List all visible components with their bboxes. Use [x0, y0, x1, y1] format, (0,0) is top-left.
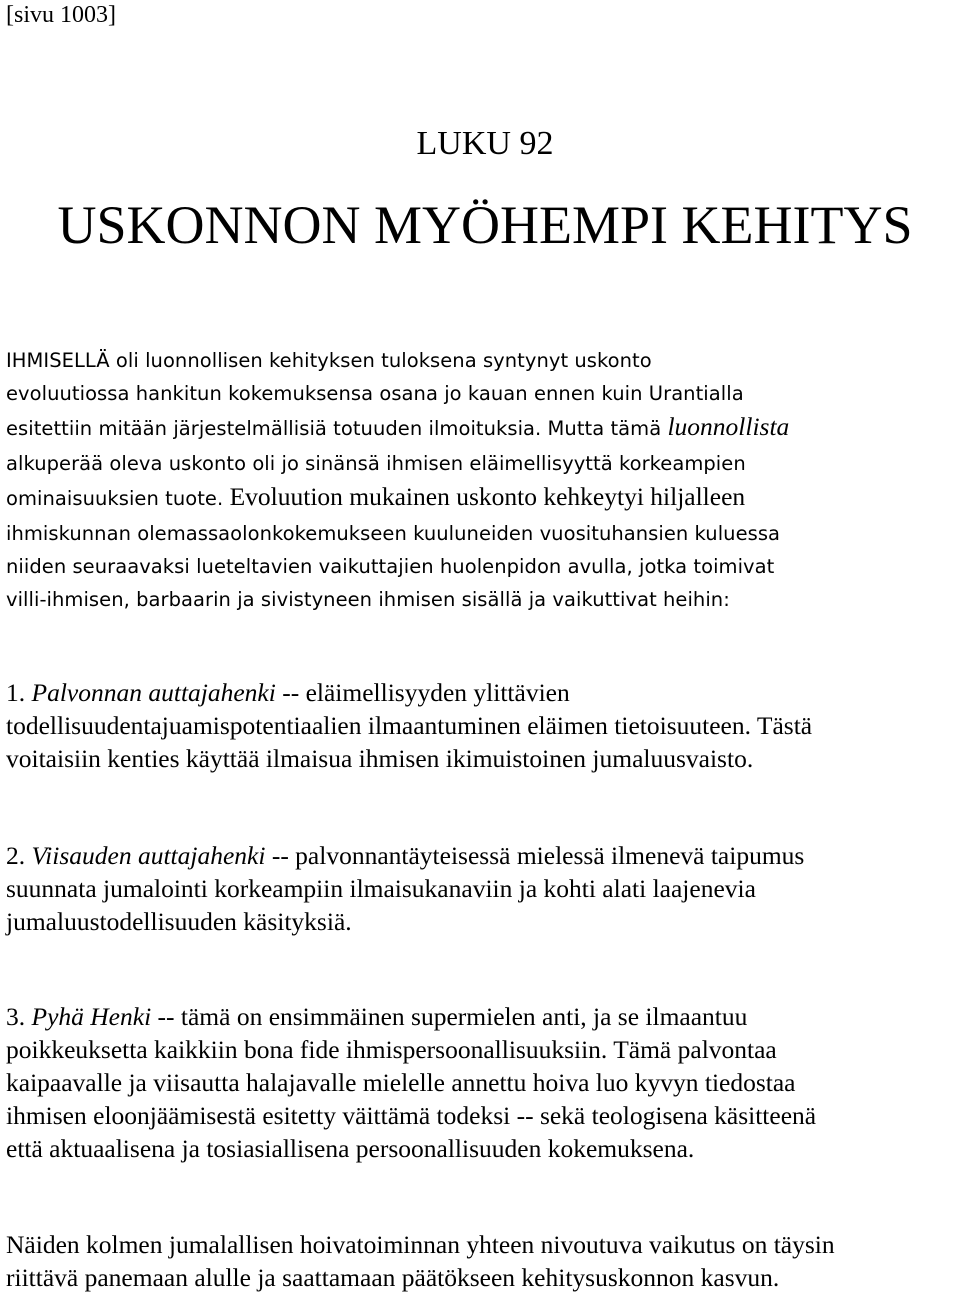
- list-item-2: [6, 839, 960, 938]
- item-line: kaipaavalle ja viisautta halajavalle mielelle annettu hoiva luo kyvyn tiedostaa: [6, 1068, 796, 1097]
- item-term: Pyhä Henki: [31, 1002, 152, 1031]
- chapter-number: LUKU 92: [416, 125, 554, 162]
- list-item-1: [6, 676, 960, 775]
- intro-line: [6, 410, 960, 447]
- item-number: 3.: [6, 1002, 32, 1031]
- item-line: jumaluustodellisuuden käsityksiä.: [6, 907, 352, 936]
- item-line: että aktuaalisena ja tosiasiallisena persoonallisuuden kokemuksena.: [6, 1134, 695, 1163]
- item-line: voitaisiin kenties käyttää ilmaisua ihmisen ikimuistoinen jumaluusvaisto.: [6, 744, 754, 773]
- item-text: -- palvonnantäyteisessä mielessä ilmenevä taipumus: [265, 841, 805, 870]
- intro-line: villi-ihmisen, barbaarin ja sivistyneen ihmisen sisällä ja vaikuttivat heihin:: [6, 588, 730, 611]
- closing-line: riittävä panemaan alulle ja saattamaan päätökseen kehitysuskonnon kasvun.: [6, 1263, 780, 1292]
- chapter-title: USKONNON MYÖHEMPI KEHITYS: [57, 195, 913, 255]
- page-marker: [sivu 1003]: [6, 2, 116, 28]
- item-text: -- tämä on ensimmäinen supermielen anti, ja se ilmaantuu: [151, 1002, 748, 1031]
- intro-text: ominaisuuksien tuote.: [6, 487, 224, 510]
- intro-text: Evoluution mukainen uskonto kehkeytyi hiljalleen: [223, 482, 746, 511]
- item-number: 1.: [6, 678, 32, 707]
- intro-line: niiden seuraavaksi lueteltavien vaikuttajien huolenpidon avulla, jotka toimivat: [6, 555, 775, 578]
- intro-text: Mutta tämä: [547, 417, 668, 440]
- closing-paragraph: [6, 1228, 960, 1294]
- item-line: [6, 1000, 960, 1033]
- item-line: poikkeuksetta kaikkiin bona fide ihmispersoonallisuuksiin. Tämä palvontaa: [6, 1035, 777, 1064]
- intro-line: alkuperää oleva uskonto oli jo sinänsä ihmisen eläimellisyyttä korkeampien: [6, 452, 746, 475]
- intro-paragraph: [6, 344, 960, 616]
- list-item-3: [6, 1000, 960, 1165]
- item-text: -- eläimellisyyden ylittävien: [275, 678, 570, 707]
- item-line: [6, 676, 960, 709]
- item-term: Viisauden auttajahenki: [31, 841, 266, 870]
- intro-line: evoluutiossa hankitun kokemuksensa osana jo kauan ennen kuin Urantialla: [6, 382, 744, 405]
- intro-line: ihmiskunnan olemassaolonkokemukseen kuuluneiden vuosituhansien kuluessa: [6, 522, 781, 545]
- item-term: Palvonnan auttajahenki: [31, 678, 276, 707]
- item-line: todellisuudentajuamispotentiaalien ilmaantuminen eläimen tietoisuuteen. Tästä: [6, 711, 813, 740]
- item-line: ihmisen eloonjäämisestä esitetty väittämä todeksi -- sekä teologisena käsitteenä: [6, 1101, 817, 1130]
- item-number: 2.: [6, 841, 32, 870]
- item-line: [6, 839, 960, 872]
- intro-line: IHMISELLÄ oli luonnollisen kehityksen tuloksena syntynyt uskonto: [6, 349, 652, 372]
- closing-line: Näiden kolmen jumalallisen hoivatoiminnan yhteen nivoutuva vaikutus on täysin: [6, 1230, 835, 1259]
- item-line: suunnata jumalointi korkeampiin ilmaisukanaviin ja kohti alati laajenevia: [6, 874, 756, 903]
- intro-emphasis: luonnollista: [667, 412, 790, 441]
- intro-line: [6, 480, 960, 517]
- intro-text: esitettiin mitään järjestelmällisiä totuuden ilmoituksia.: [6, 417, 542, 440]
